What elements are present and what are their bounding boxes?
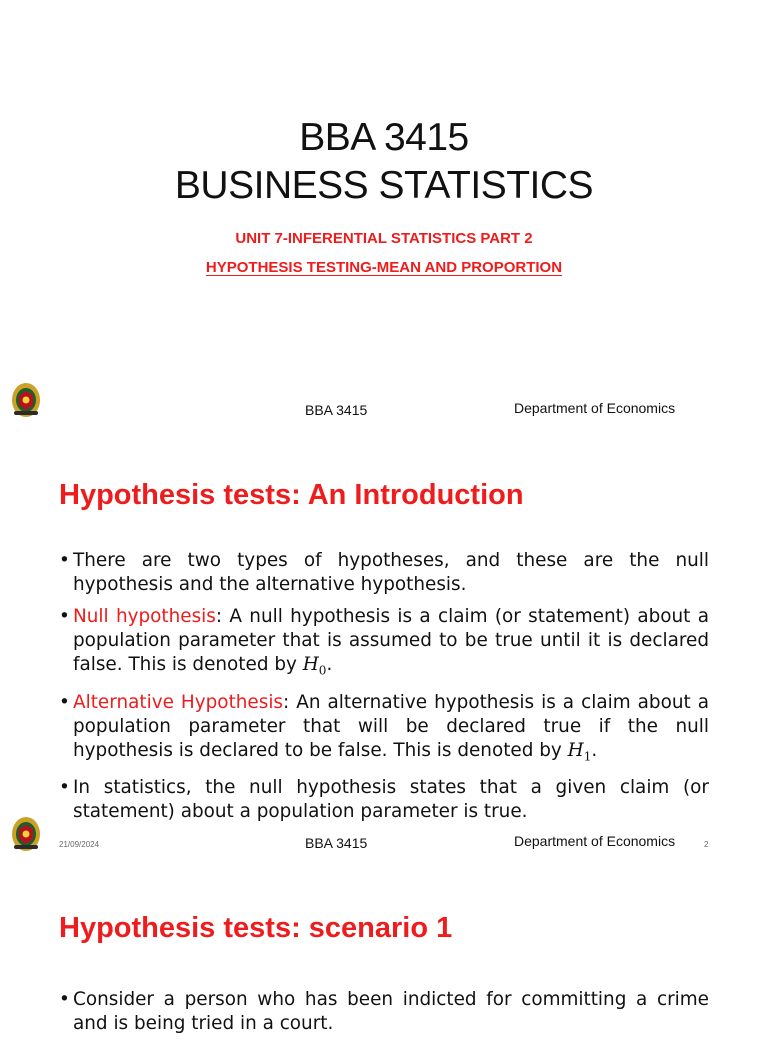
symbol-letter: H	[567, 739, 584, 761]
symbol-h0	[302, 654, 327, 678]
slide1-title	[0, 114, 768, 210]
footer-department: Department of Economics	[514, 833, 676, 849]
footer-course-code: BBA 3415	[305, 402, 368, 418]
bullet-null-states	[59, 776, 709, 824]
symbol-letter: H	[302, 654, 319, 675]
university-crest-icon	[10, 815, 42, 857]
bullet-text: There are two types of hypotheses, and these are the null hypothesis and the alternative hypothesis.	[73, 550, 709, 595]
unit-title: UNIT 7-INFERENTIAL STATISTICS PART 2	[235, 230, 533, 247]
bullet-null-hypothesis: • Null hypothesis: A null hypothesis is a claim (or statement) about a population parameter that is assumed to be true until it is declared false. This is denoted by $H_0$.	[59, 605, 709, 683]
bullet-text: : A null hypothesis is a claim (or statement) about a population parameter that is assumed to be true until it is declared false. This is denoted by	[73, 606, 709, 675]
slide2-bullet-list	[59, 549, 709, 832]
bullet-alternative-hypothesis: • Alternative Hypothesis: An alternative hypothesis is a claim about a population parameter that will be declared true if the null hypothesis is declared to be false. This is denoted by $H_1$.	[59, 691, 709, 769]
symbol-subscript: 1	[583, 749, 592, 764]
footer-date: 21/09/2024	[59, 840, 100, 849]
bullet-text: Consider a person who has been indicted for committing a crime and is being tried in a court.	[73, 989, 709, 1034]
bullet-text: In statistics, the null hypothesis states that a given claim (or statement) about a population parameter is true.	[73, 777, 709, 823]
course-name: BUSINESS STATISTICS	[174, 164, 594, 207]
footer-department: Department of Economics	[514, 400, 676, 416]
bullet-indicted-person	[59, 988, 709, 1036]
slide3-heading: Hypothesis tests: scenario 1	[59, 912, 453, 944]
footer-course-code: BBA 3415	[305, 835, 368, 851]
symbol-subscript: 0	[318, 663, 327, 678]
term-alternative-hypothesis: Alternative Hypothesis	[73, 691, 284, 713]
page-number: 2	[704, 840, 709, 849]
unit-subtitle: HYPOTHESIS TESTING-MEAN AND PROPORTION	[205, 259, 563, 276]
symbol-h1	[567, 739, 592, 764]
term-null-hypothesis: Null hypothesis	[73, 606, 216, 627]
university-crest-icon	[10, 381, 42, 423]
slide3-bullet-list	[59, 988, 709, 1044]
slide2-heading: Hypothesis tests: An Introduction	[59, 479, 524, 511]
course-code: BBA 3415	[299, 116, 469, 159]
bullet-text: : An alternative hypothesis is a claim about a population parameter that will be declared true if the null hypothesis is declared to be false. This is denoted by	[73, 691, 709, 761]
bullet-types-of-hypotheses	[59, 549, 709, 597]
